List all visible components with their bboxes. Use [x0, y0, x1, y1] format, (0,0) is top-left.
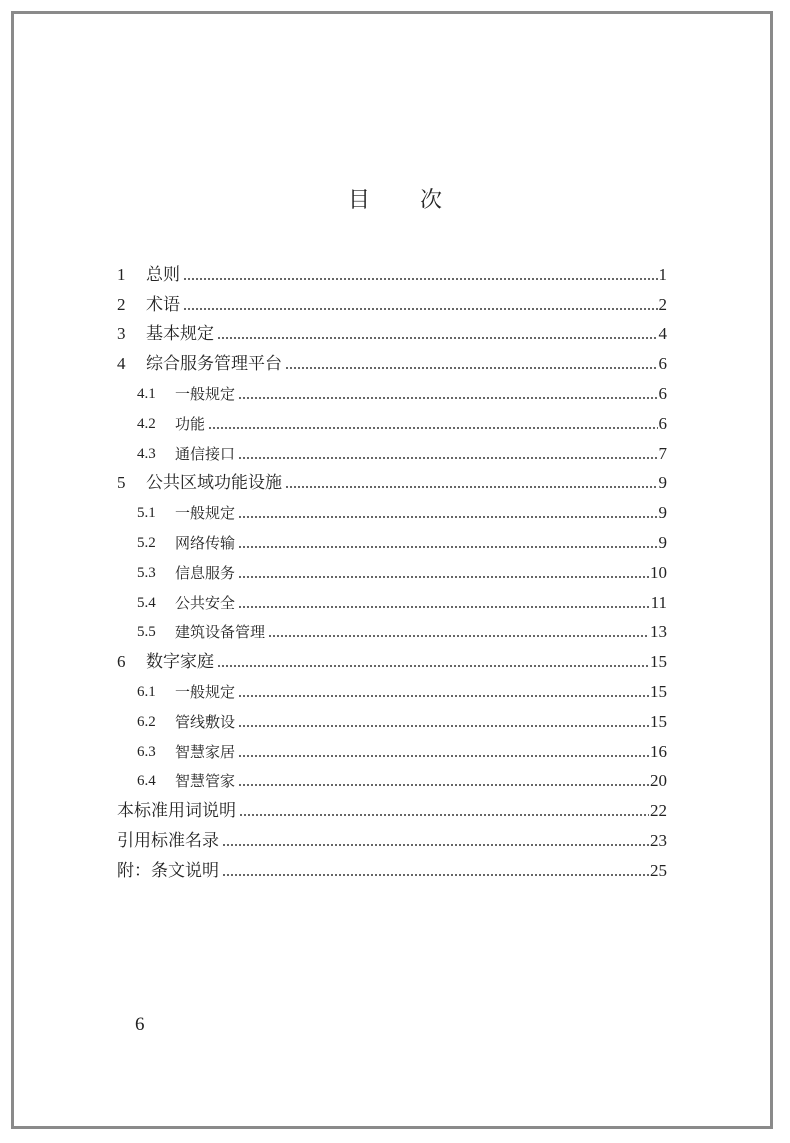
toc-entry[interactable] [117, 525, 667, 555]
dot-leader [238, 457, 657, 459]
toc-entry[interactable] [117, 436, 667, 466]
dot-leader [285, 486, 658, 488]
dot-leader [222, 844, 649, 846]
dot-leader [238, 695, 649, 697]
toc-entry-page: 7 [658, 443, 667, 463]
toc-entry-page: 15 [650, 711, 667, 731]
toc-entry-label: 公共安全 [175, 593, 236, 612]
toc-entry-number: 5 [117, 473, 126, 493]
toc-entry-number: 6.2 [137, 713, 156, 730]
toc-entry-label: 附：条文说明 [117, 860, 219, 881]
toc-entry[interactable] [117, 317, 667, 347]
toc-entry-label: 公共区域功能设施 [146, 473, 282, 494]
toc-entry-page: 15 [650, 681, 667, 701]
toc-entry-page: 23 [650, 830, 667, 850]
toc-entry-page: 6 [658, 383, 667, 403]
toc-entry[interactable] [117, 764, 667, 794]
dot-leader [217, 665, 649, 667]
toc-entry-number: 6.4 [137, 773, 156, 790]
toc-entry-label: 术语 [146, 294, 180, 315]
toc-entry[interactable] [117, 406, 667, 436]
toc-entry-label: 功能 [175, 414, 206, 433]
toc-entry-label: 一般规定 [175, 384, 236, 403]
toc-entry-label: 网络传输 [175, 533, 236, 552]
toc-entry-label: 数字家庭 [146, 652, 214, 673]
toc-entry-number: 5.5 [137, 624, 156, 641]
dot-leader [208, 427, 657, 429]
dot-leader [238, 546, 657, 548]
toc-entry[interactable] [117, 555, 667, 585]
toc-entry[interactable] [117, 495, 667, 525]
dot-leader [238, 397, 657, 399]
dot-leader [238, 516, 657, 518]
toc-entry[interactable] [117, 346, 667, 376]
toc-entry-label: 一般规定 [175, 504, 236, 523]
toc-entry-number: 6 [117, 652, 126, 672]
toc-entry[interactable] [117, 853, 667, 883]
toc-entry[interactable] [117, 376, 667, 406]
toc-entry-number: 5.4 [137, 594, 156, 611]
toc-entry-number: 4.1 [137, 385, 156, 402]
toc-entry-number: 5.1 [137, 505, 156, 522]
title-left: 目 [347, 188, 370, 213]
toc-entry-number: 4.2 [137, 415, 156, 432]
dot-leader [238, 576, 649, 578]
toc-entry-label: 引用标准名录 [117, 830, 219, 851]
toc-entry-number: 5.3 [137, 564, 156, 581]
toc-entry-number: 1 [117, 264, 126, 284]
toc-entry-page: 9 [658, 473, 667, 493]
toc-entry-page: 16 [650, 741, 667, 761]
toc-entry[interactable] [117, 466, 667, 496]
page-number: 6 [135, 1014, 145, 1035]
dot-leader [285, 367, 658, 369]
toc-entry[interactable] [117, 793, 667, 823]
toc-entry-page: 9 [658, 532, 667, 552]
dot-leader [238, 784, 649, 786]
toc-entry-number: 2 [117, 294, 126, 314]
toc-entry-page: 1 [658, 264, 667, 284]
toc-entry-label: 综合服务管理平台 [146, 354, 282, 375]
toc-entry-number: 4 [117, 354, 126, 374]
dot-leader [183, 278, 658, 280]
toc-entry-label: 本标准用词说明 [117, 801, 236, 822]
title-right: 次 [420, 188, 443, 213]
toc-entry[interactable] [117, 257, 667, 287]
toc-entry-page: 15 [650, 652, 667, 672]
toc-entry-label: 智慧管家 [175, 772, 236, 791]
toc-entry-number: 5.2 [137, 534, 156, 551]
dot-leader [238, 725, 649, 727]
toc-entry-label: 管线敷设 [175, 712, 236, 731]
table-of-contents [117, 257, 667, 883]
toc-entry-number: 6.3 [137, 743, 156, 760]
toc-entry[interactable] [117, 823, 667, 853]
toc-entry-page: 6 [658, 354, 667, 374]
toc-entry-number: 3 [117, 324, 126, 344]
toc-entry-number: 4.3 [137, 445, 156, 462]
toc-entry-label: 通信接口 [175, 444, 236, 463]
dot-leader [222, 874, 649, 876]
dot-leader [268, 635, 649, 637]
toc-entry-page: 11 [650, 592, 667, 612]
toc-entry-page: 13 [650, 622, 667, 642]
dot-leader [238, 755, 649, 757]
dot-leader [183, 308, 658, 310]
toc-entry-page: 6 [658, 413, 667, 433]
dot-leader [217, 337, 658, 339]
toc-entry-label: 建筑设备管理 [175, 623, 266, 642]
toc-entry[interactable] [117, 615, 667, 645]
toc-entry-label: 智慧家居 [175, 742, 236, 761]
dot-leader [239, 814, 649, 816]
toc-title [0, 183, 790, 214]
toc-entry[interactable] [117, 644, 667, 674]
toc-entry-page: 22 [650, 801, 667, 821]
toc-entry-number: 6.1 [137, 683, 156, 700]
toc-entry-page: 20 [650, 771, 667, 791]
toc-entry-label: 基本规定 [146, 324, 214, 345]
toc-entry-page: 2 [658, 294, 667, 314]
toc-entry-page: 4 [658, 324, 667, 344]
toc-entry[interactable] [117, 734, 667, 764]
toc-entry[interactable] [117, 704, 667, 734]
toc-entry-page: 10 [650, 562, 667, 582]
toc-entry-page: 25 [650, 860, 667, 880]
toc-entry-page: 9 [658, 503, 667, 523]
toc-entry-label: 一般规定 [175, 682, 236, 701]
toc-entry-label: 信息服务 [175, 563, 236, 582]
toc-entry[interactable] [117, 674, 667, 704]
dot-leader [238, 606, 650, 608]
toc-entry[interactable] [117, 287, 667, 317]
toc-entry[interactable] [117, 585, 667, 615]
toc-entry-label: 总则 [146, 264, 180, 285]
